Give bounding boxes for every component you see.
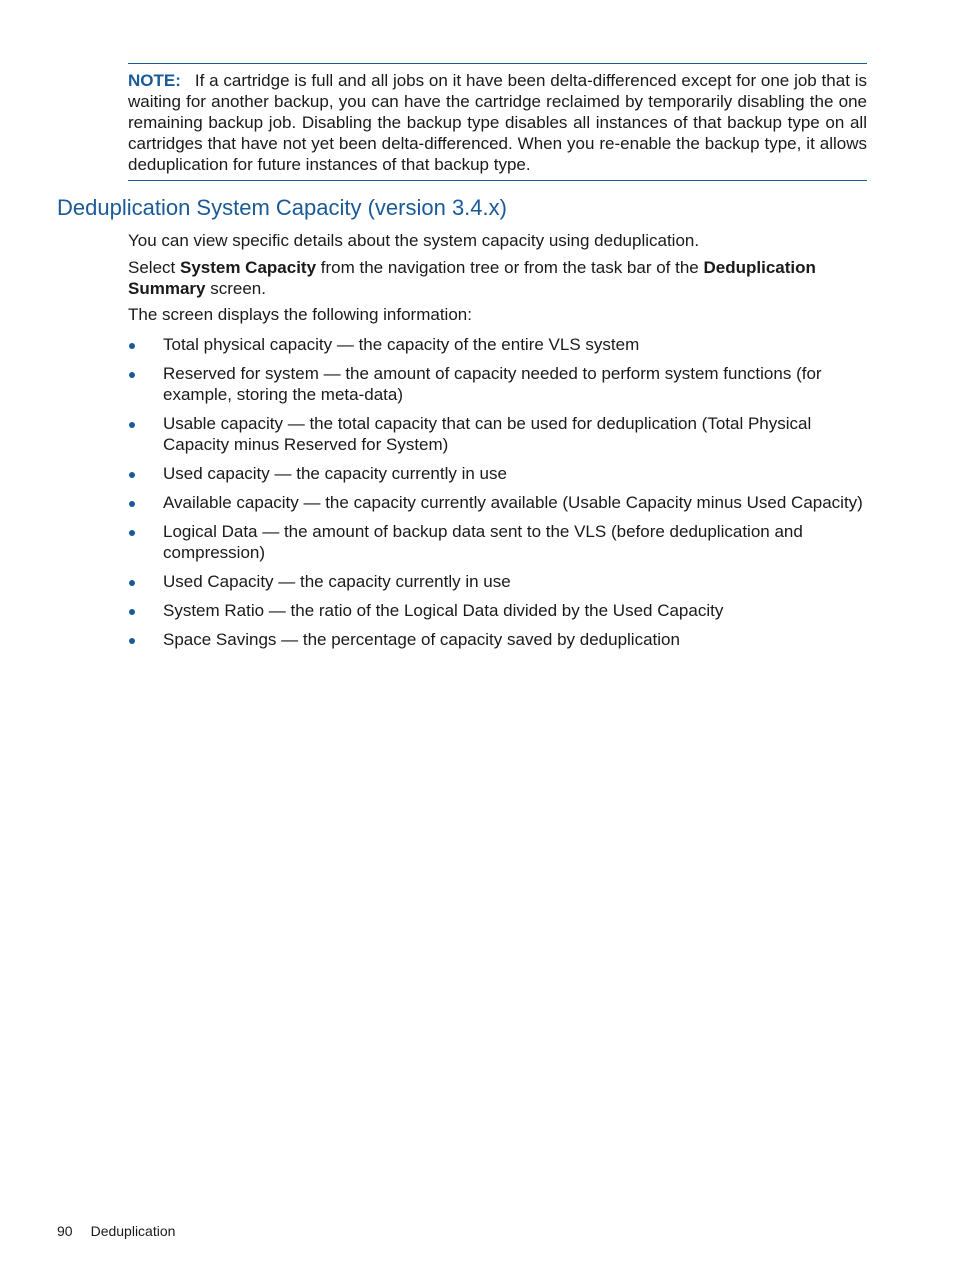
bullet-icon (129, 530, 135, 536)
list-item: Reserved for system — the amount of capacity needed to perform system functions (for example, storing the meta-data) (128, 363, 868, 405)
footer-section-name: Deduplication (90, 1223, 176, 1239)
bullet-icon (129, 472, 135, 478)
list-item: Available capacity — the capacity currently available (Usable Capacity minus Used Capacity) (128, 492, 868, 513)
select-middle: from the navigation tree or from the task bar of the (316, 258, 704, 277)
bullet-icon (129, 609, 135, 615)
bullet-icon (129, 501, 135, 507)
bullet-icon (129, 343, 135, 349)
list-item: Used capacity — the capacity currently in use (128, 463, 868, 484)
deduplication-summary-term: Deduplication Summary (128, 258, 816, 298)
note-label: NOTE: (128, 71, 181, 90)
note-box (128, 63, 867, 181)
bullet-icon (129, 372, 135, 378)
bullet-icon (129, 422, 135, 428)
section-heading: Deduplication System Capacity (version 3.4.x) (57, 195, 507, 220)
list-item: Space Savings — the percentage of capacity saved by deduplication (128, 629, 868, 650)
select-prefix: Select (128, 258, 180, 277)
bullet-icon (129, 580, 135, 586)
bullet-icon (129, 638, 135, 644)
note-text: If a cartridge is full and all jobs on it have been delta-differenced except for one job that is waiting for another backup, you can have the cartridge reclaimed by temporarily disabling the one remaining backup job. Disabling the backup type disables all instances of that backup type on all cartridges that have not yet been delta-differenced. When you re-enable the backup type, it allows deduplication for future instances of that backup type. (128, 71, 867, 174)
system-capacity-term: System Capacity (179, 258, 317, 277)
list-item: System Ratio — the ratio of the Logical Data divided by the Used Capacity (128, 600, 868, 621)
list-item: Used Capacity — the capacity currently in use (128, 571, 868, 592)
select-suffix: screen. (205, 279, 266, 298)
page-footer (57, 1222, 175, 1240)
intro-paragraph: You can view specific details about the system capacity using deduplication. (128, 231, 700, 250)
lead-paragraph: The screen displays the following information: (128, 305, 472, 324)
list-item: Logical Data — the amount of backup data sent to the VLS (before deduplication and compression) (128, 521, 868, 563)
list-item: Total physical capacity — the capacity of the entire VLS system (128, 334, 868, 355)
select-paragraph (128, 257, 868, 299)
page-number: 90 (57, 1223, 73, 1239)
list-item: Usable capacity — the total capacity that can be used for deduplication (Total Physical Capacity minus Reserved for System) (128, 413, 868, 455)
info-list (128, 334, 868, 658)
